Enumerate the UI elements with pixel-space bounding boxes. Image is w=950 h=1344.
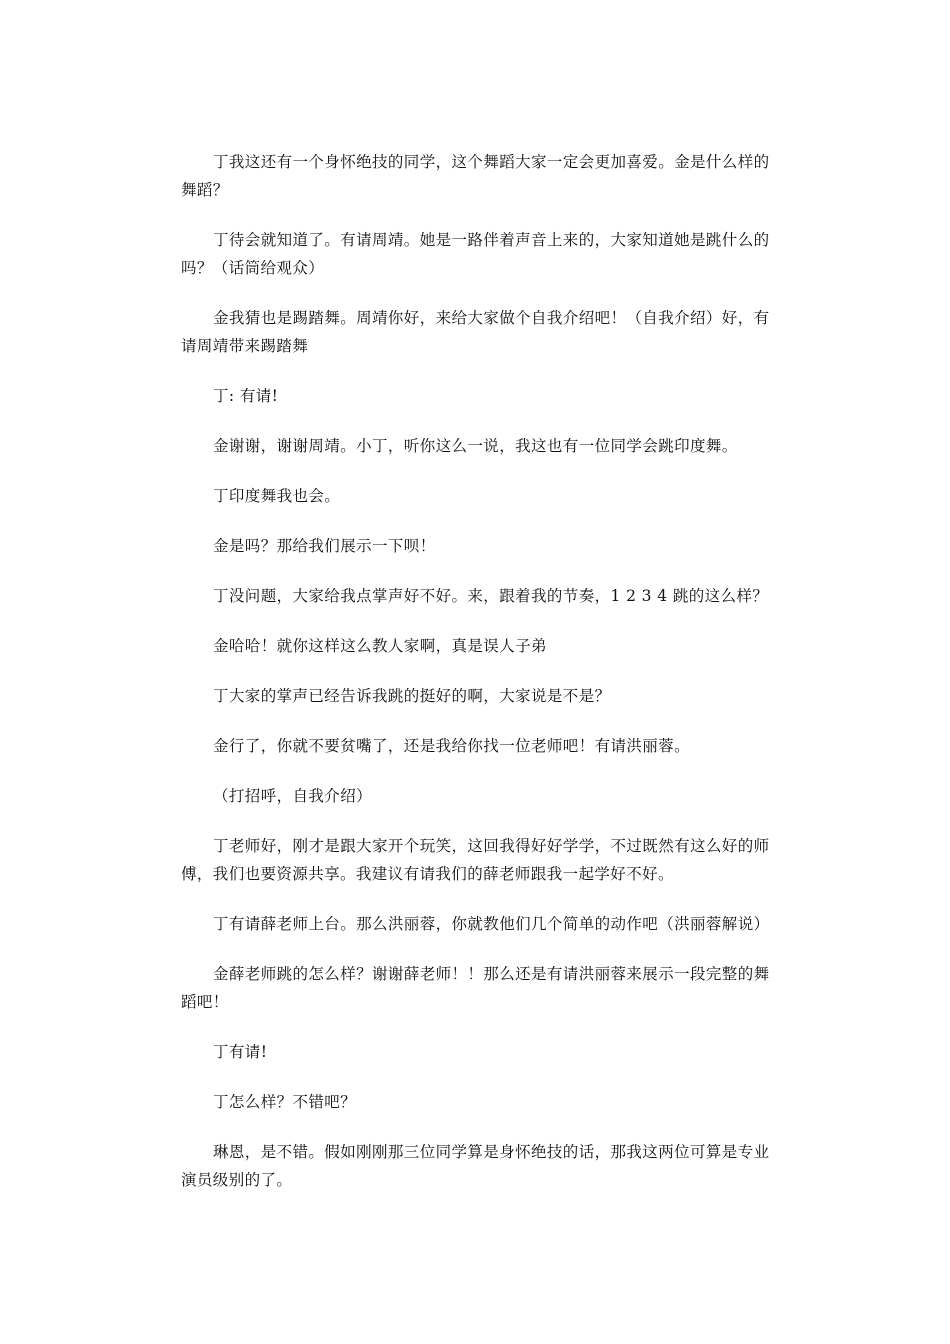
- paragraph-17: 丁怎么样？不错吧？: [213, 1093, 357, 1111]
- document-body: [181, 148, 781, 1216]
- paragraph-18: 琳恩，是不错。假如刚刚那三位同学算是身怀绝技的话，那我这两位可算是专业演员级别的了。: [181, 1143, 770, 1189]
- paragraph-11: 金行了，你就不要贫嘴了，还是我给你找一位老师吧！有请洪丽蓉。: [213, 737, 691, 755]
- paragraph-6: 丁印度舞我也会。: [213, 487, 341, 505]
- paragraph-10: 丁大家的掌声已经告诉我跳的挺好的啊，大家说是不是？: [213, 687, 611, 705]
- paragraph-15: 金薛老师跳的怎么样？谢谢薛老师！！那么还是有请洪丽蓉来展示一段完整的舞蹈吧！: [181, 965, 770, 1011]
- paragraph-4: 丁: 有请!: [213, 387, 279, 405]
- paragraph-8: 丁没问题，大家给我点掌声好不好。来，跟着我的节奏，1 2 3 4 跳的这么样？: [213, 587, 769, 605]
- paragraph-9: 金哈哈！就你这样这么教人家啊，真是误人子弟: [213, 637, 547, 655]
- paragraph-13: 丁老师好，刚才是跟大家开个玩笑，这回我得好好学学，不过既然有这么好的师傅，我们也要资源共享。我建议有请我们的薛老师跟我一起学好不好。: [181, 837, 770, 883]
- paragraph-7: 金是吗？那给我们展示一下呗！: [213, 537, 436, 555]
- paragraph-1: 丁我这还有一个身怀绝技的同学，这个舞蹈大家一定会更加喜爱。金是什么样的舞蹈？: [181, 153, 770, 199]
- paragraph-3: 金我猜也是踢踏舞。周靖你好，来给大家做个自我介绍吧！（自我介绍）好，有请周靖带来踢踏舞: [181, 309, 770, 355]
- paragraph-14: 丁有请薛老师上台。那么洪丽蓉，你就教他们几个简单的动作吧（洪丽蓉解说）: [213, 915, 770, 933]
- paragraph-12: （打招呼，自我介绍）: [213, 787, 373, 805]
- paragraph-5: 金谢谢，谢谢周靖。小丁，听你这么一说，我这也有一位同学会跳印度舞。: [213, 437, 738, 455]
- paragraph-16: 丁有请!: [213, 1043, 268, 1061]
- paragraph-2: 丁待会就知道了。有请周靖。她是一路伴着声音上来的，大家知道她是跳什么的吗？（话筒给观众）: [181, 231, 770, 277]
